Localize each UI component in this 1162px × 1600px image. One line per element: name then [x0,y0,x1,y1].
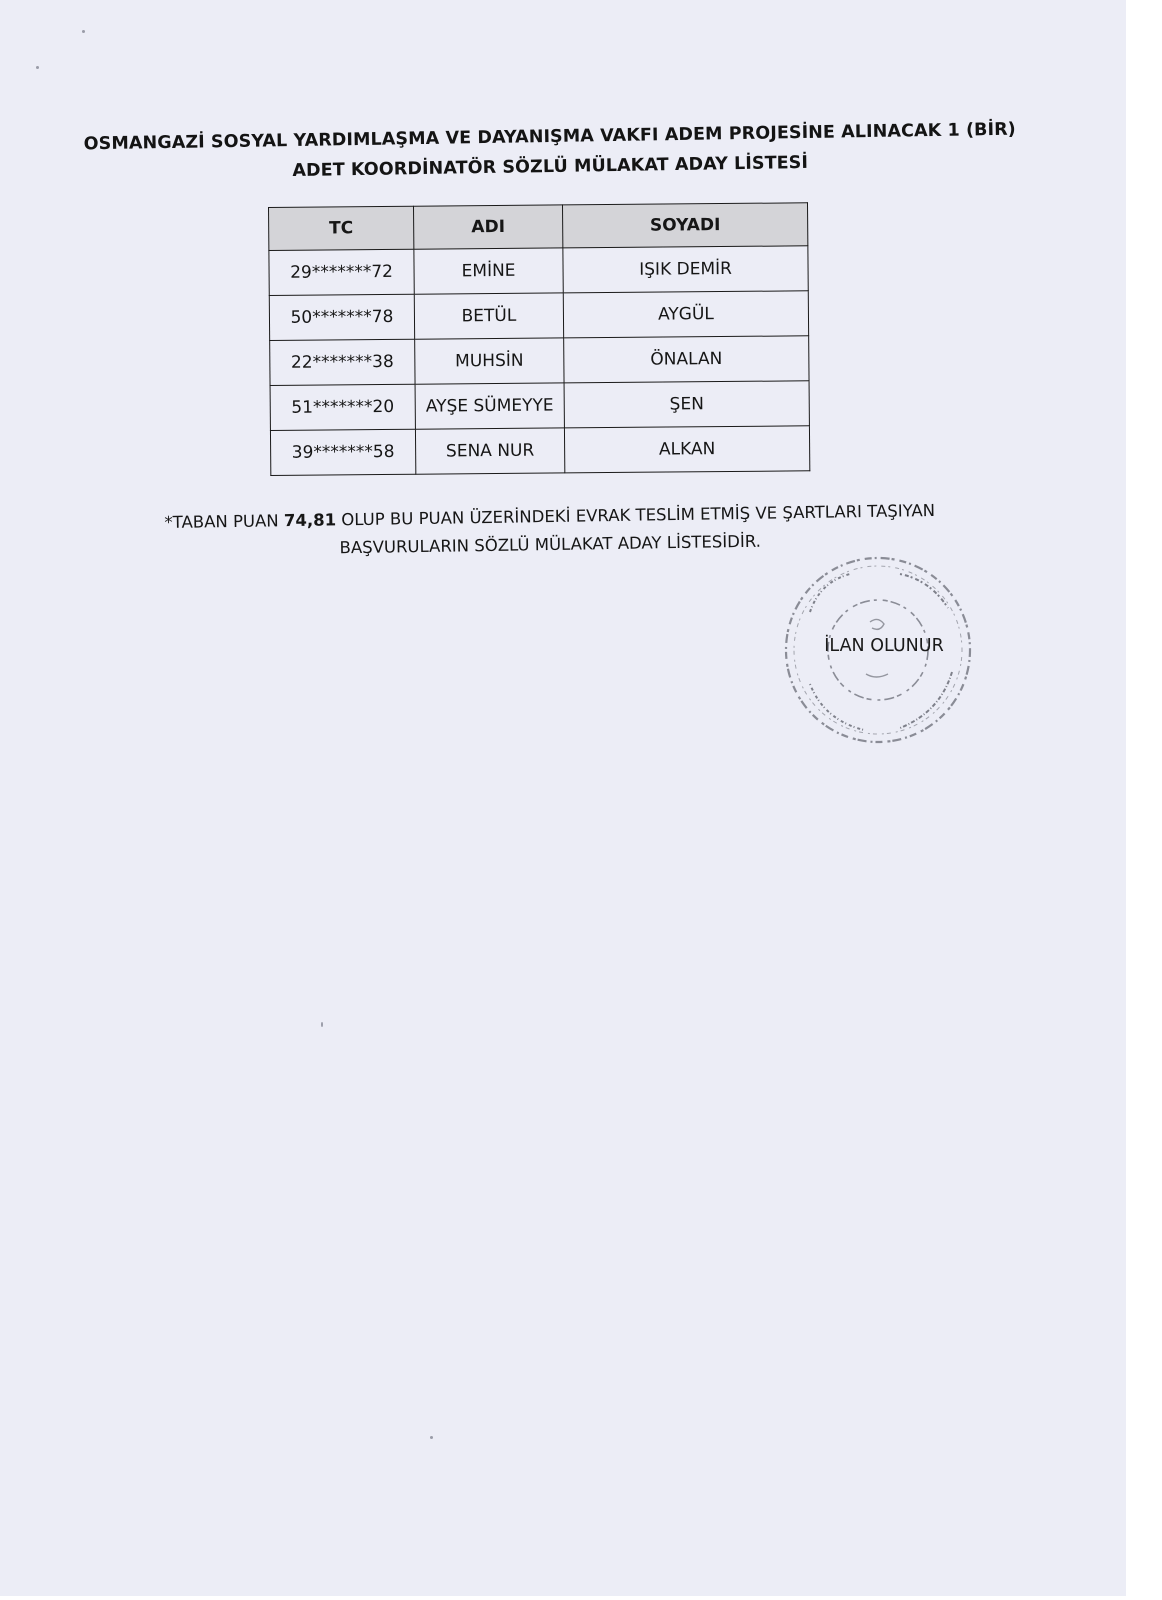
header-adi: ADI [413,205,562,249]
official-stamp [780,552,976,748]
page-title [70,114,1031,189]
table-row [269,291,808,341]
title-line-1: OSMANGAZİ SOSYAL YARDIMLAŞMA VE DAYANIŞMA VAKFI ADEM PROJESİNE ALINACAK 1 (BİR) [83,119,1016,155]
cell-tc: 51*******20 [270,384,415,430]
candidate-table [268,202,810,476]
cell-tc: 22*******38 [270,339,415,385]
scan-edge [1126,0,1162,1600]
header-soyadi: SOYADI [562,203,807,248]
header-tc: TC [269,206,414,250]
cell-soyadi: ŞEN [564,381,809,428]
scan-speck [430,1436,433,1439]
scan-speck [36,66,39,69]
cell-soyadi: AYGÜL [563,291,808,338]
closing-text: İLAN OLUNUR [824,636,944,656]
cell-adi: EMİNE [414,248,563,294]
cell-adi: SENA NUR [415,428,564,474]
cell-soyadi: IŞIK DEMİR [563,246,808,293]
cell-soyadi: ALKAN [564,426,809,473]
table-row [270,336,809,386]
base-score: 74,81 [283,510,337,531]
footnote-prefix: *TABAN PUAN [164,511,285,533]
table-row [270,381,809,431]
cell-tc: 29*******72 [269,249,414,295]
title-line-2: ADET KOORDİNATÖR SÖZLÜ MÜLAKAT ADAY LİSTESİ [292,152,809,182]
cell-adi: AYŞE SÜMEYYE [415,383,564,429]
cell-adi: BETÜL [414,293,563,339]
cell-tc: 50*******78 [269,294,414,340]
footnote-line-2: BAŞVURULARIN SÖZLÜ MÜLAKAT ADAY LİSTESİDİR. [339,531,762,558]
cell-tc: 39*******58 [270,429,415,475]
footnote-suffix: OLUP BU PUAN ÜZERİNDEKİ EVRAK TESLİM ETMİŞ VE ŞARTLARI TAŞIYAN [335,500,936,530]
cell-soyadi: ÖNALAN [564,336,809,383]
scan-speck [82,30,85,33]
table-header-row [269,203,808,251]
cell-adi: MUHSİN [415,338,564,384]
scan-speck [321,1022,323,1027]
table-row [269,246,808,296]
candidate-table-container [268,202,810,476]
table-row [270,426,809,476]
